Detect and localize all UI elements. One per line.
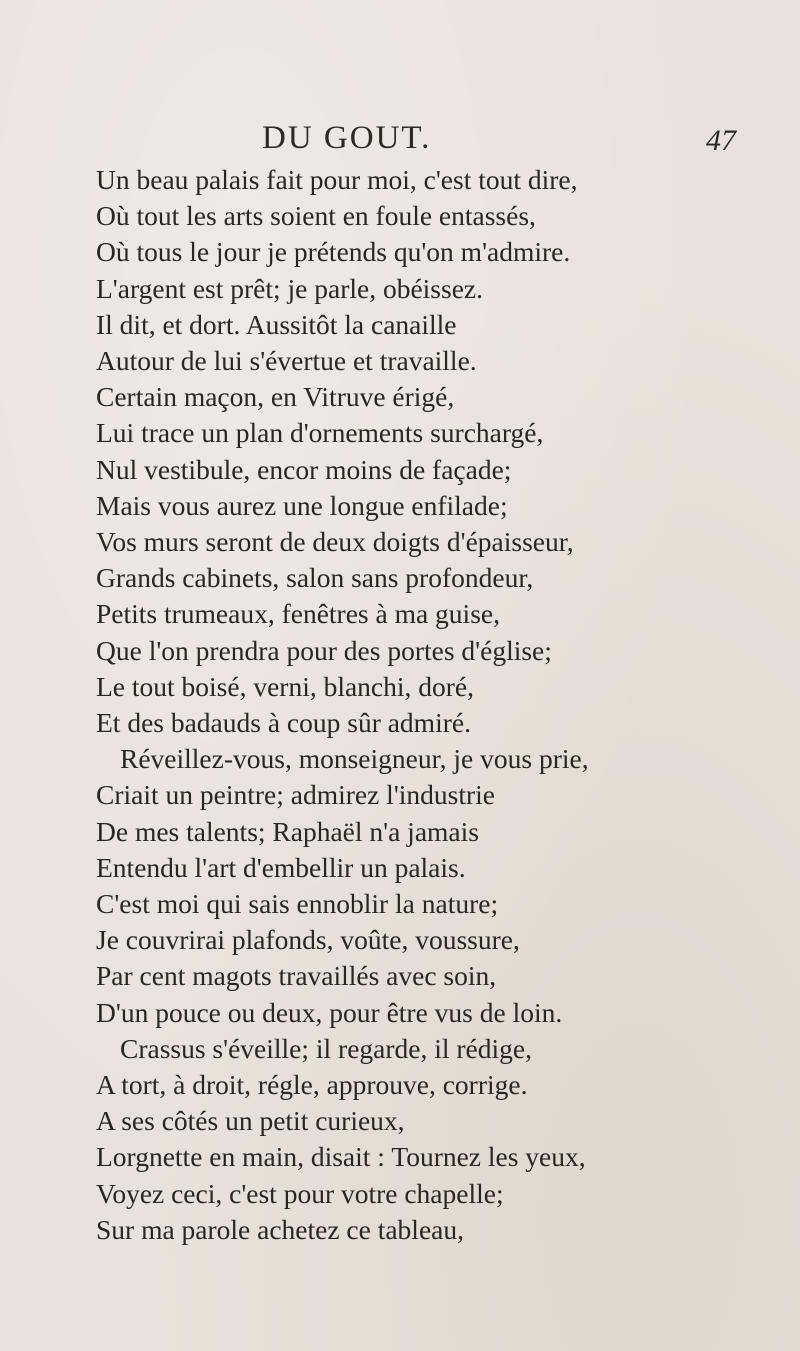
poem-line: Le tout boisé, verni, blanchi, doré, bbox=[96, 670, 475, 702]
poem-line: A tort, à droit, régle, approuve, corrige. bbox=[96, 1069, 528, 1100]
poem-line: Petits trumeaux, fenêtres à ma guise, bbox=[96, 598, 500, 630]
running-title: DU GOUT. bbox=[262, 120, 432, 156]
poem-line: Vos murs seront de deux doigts d'épaisseur, bbox=[96, 526, 574, 557]
poem-line: Autour de lui s'évertue et travaille. bbox=[96, 345, 477, 376]
poem-line: D'un pouce ou deux, pour être vus de loin. bbox=[96, 996, 563, 1028]
poem-line: Voyez ceci, c'est pour votre chapelle; bbox=[96, 1177, 504, 1209]
poem-line: Où tout les arts soient en foule entassés, bbox=[96, 200, 536, 232]
poem-line: Que l'on prendra pour des portes d'église; bbox=[96, 634, 552, 666]
poem-line: L'argent est prêt; je parle, obéissez. bbox=[96, 272, 484, 304]
poem-line: Et des badauds à coup sûr admiré. bbox=[96, 707, 471, 738]
poem-line: Certain maçon, en Vitruve érigé, bbox=[96, 381, 455, 413]
poem-line: Lorgnette en main, disait : Tournez les yeux, bbox=[96, 1141, 586, 1173]
page-number: 47 bbox=[706, 124, 736, 157]
poem-line: Mais vous aurez une longue enfilade; bbox=[96, 489, 508, 521]
poem-line: A ses côtés un petit curieux, bbox=[96, 1105, 405, 1137]
poem-line: Criait un peintre; admirez l'industrie bbox=[96, 779, 496, 811]
poem-line: Un beau palais fait pour moi, c'est tout dire, bbox=[96, 164, 578, 195]
poem-line: Où tous le jour je prétends qu'on m'admire. bbox=[96, 236, 571, 268]
poem-line: Grands cabinets, salon sans profondeur, bbox=[96, 562, 534, 594]
poem-line: Réveillez-vous, monseigneur, je vous prie, bbox=[120, 743, 589, 775]
poem-line: De mes talents; Raphaël n'a jamais bbox=[96, 815, 479, 847]
poem-line: Je couvrirai plafonds, voûte, voussure, bbox=[96, 924, 520, 956]
poem-line: Lui trace un plan d'ornements surchargé, bbox=[96, 417, 544, 449]
poem-line: Il dit, et dort. Aussitôt la canaille bbox=[96, 308, 457, 340]
poem-line: Entendu l'art d'embellir un palais. bbox=[96, 851, 466, 883]
poem-line: C'est moi qui sais ennoblir la nature; bbox=[96, 888, 499, 919]
poem-line: Sur ma parole achetez ce tableau, bbox=[96, 1213, 464, 1245]
poem-line: Nul vestibule, encor moins de façade; bbox=[96, 453, 512, 485]
poem-line: Crassus s'éveille; il regarde, il rédige, bbox=[120, 1032, 532, 1064]
poem-line: Par cent magots travaillés avec soin, bbox=[96, 960, 497, 992]
